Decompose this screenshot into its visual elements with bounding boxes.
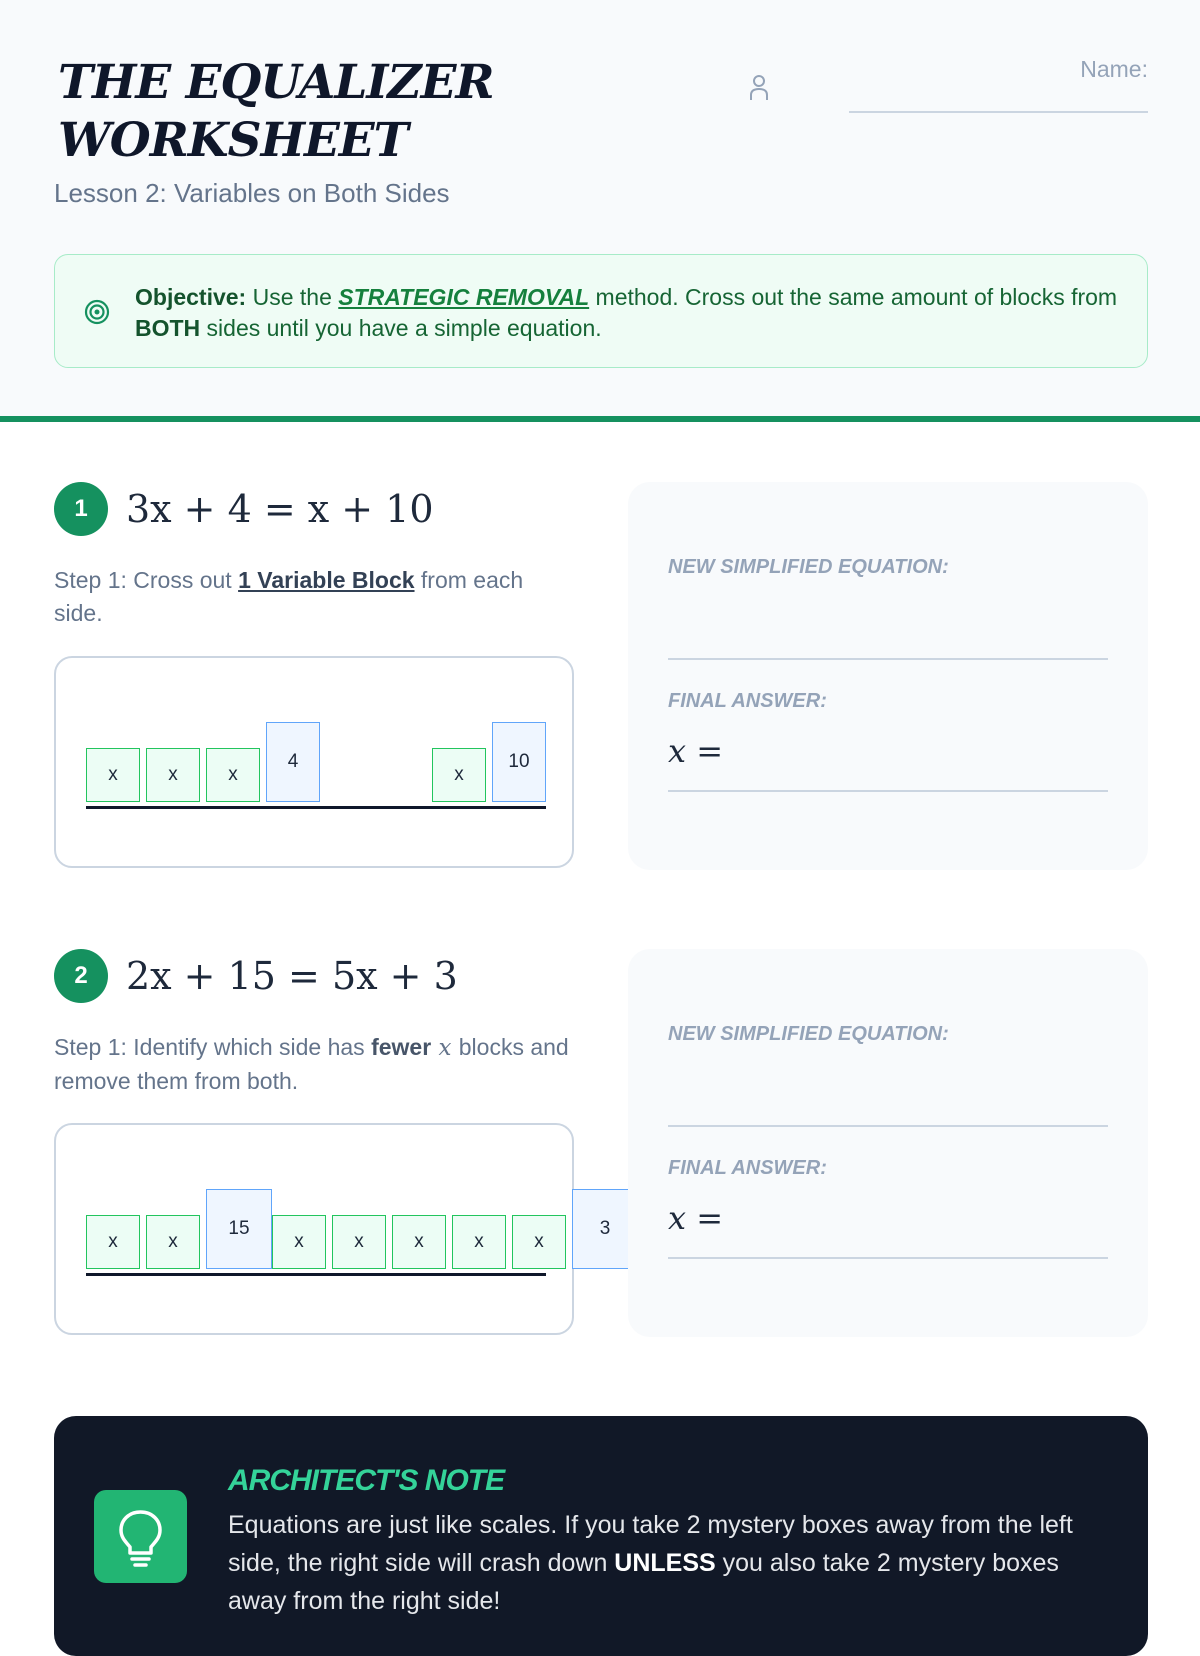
title-line-1: THE EQUALIZER	[58, 55, 494, 110]
step-text-part: Step 1: Identify which side has	[54, 1034, 372, 1060]
variable-block[interactable]: x	[206, 748, 260, 802]
new-equation-label: NEW SIMPLIFIED EQUATION:	[668, 1023, 949, 1045]
lesson-subtitle: Lesson 2: Variables on Both Sides	[54, 178, 450, 208]
variable-block[interactable]: x	[146, 748, 200, 802]
lightbulb-icon	[94, 1490, 187, 1583]
variable-block[interactable]: x	[512, 1215, 566, 1269]
title-line-2: WORKSHEET	[58, 113, 408, 168]
variable-block[interactable]: x	[272, 1215, 326, 1269]
worksheet-header	[0, 0, 1200, 422]
step-text-part: blocks and remove them from both.	[54, 1034, 569, 1094]
step-instruction	[54, 564, 574, 630]
problem-equation: 3x + 4 = x + 10	[126, 487, 434, 531]
answer-prefix: x =	[668, 1199, 724, 1237]
new-equation-label: NEW SIMPLIFIED EQUATION:	[668, 556, 949, 578]
both-emphasis: BOTH	[135, 315, 201, 341]
note-text-part: Equations are just like scales. If you take 2 mystery boxes away from the left side, the right side will crash down	[228, 1511, 1073, 1577]
balance-scale	[54, 1123, 611, 1335]
page-title	[58, 54, 538, 170]
step-text-part: from each side.	[54, 567, 524, 626]
variable-block[interactable]: x	[332, 1215, 386, 1269]
problem-number-badge: 2	[54, 949, 108, 1003]
new-equation-field[interactable]	[668, 658, 1108, 660]
variable-block[interactable]: x	[86, 1215, 140, 1269]
step-text-part: Step 1: Cross out	[54, 567, 239, 593]
step-emphasis: fewer	[371, 1034, 432, 1060]
new-equation-field[interactable]	[668, 1125, 1108, 1127]
architects-note-card	[54, 1416, 1148, 1656]
scale-base-line	[86, 1273, 546, 1276]
unless-emphasis: UNLESS	[614, 1549, 716, 1577]
constant-block[interactable]: 4	[266, 722, 320, 802]
answer-card	[628, 949, 1148, 1337]
objective-banner	[54, 254, 1148, 368]
step-variable: x	[431, 1035, 459, 1061]
objective-label: Objective:	[135, 284, 247, 310]
constant-block[interactable]: 3	[572, 1189, 638, 1269]
objective-text-part: method. Cross out the same amount of blocks from	[589, 284, 1118, 310]
step-instruction	[54, 1031, 574, 1098]
problem-2	[0, 949, 1200, 1349]
user-icon	[748, 74, 770, 102]
problem-1	[0, 482, 1200, 882]
note-title: ARCHITECT'S NOTE	[228, 1464, 505, 1497]
step-emphasis: 1 Variable Block	[238, 567, 415, 593]
method-name: STRATEGIC REMOVAL	[338, 284, 590, 310]
answer-prefix: x =	[668, 732, 724, 770]
objective-text	[135, 282, 1125, 344]
balance-scale	[54, 656, 574, 868]
variable-block[interactable]: x	[452, 1215, 506, 1269]
note-text-part: you also take 2 mystery boxes away from the right side!	[228, 1549, 1059, 1615]
variable-block[interactable]: x	[432, 748, 486, 802]
variable-block[interactable]: x	[392, 1215, 446, 1269]
final-answer-field[interactable]	[668, 790, 1108, 792]
final-answer-label: FINAL ANSWER:	[668, 1157, 827, 1179]
constant-block[interactable]: 10	[492, 722, 546, 802]
problem-equation: 2x + 15 = 5x + 3	[126, 954, 458, 998]
variable-block[interactable]: x	[86, 748, 140, 802]
note-text	[228, 1506, 1108, 1620]
target-icon	[83, 298, 111, 326]
problem-number-badge: 1	[54, 482, 108, 536]
variable-block[interactable]: x	[146, 1215, 200, 1269]
name-label: Name:	[1080, 56, 1148, 82]
final-answer-field[interactable]	[668, 1257, 1108, 1259]
name-field[interactable]	[849, 111, 1148, 113]
answer-card	[628, 482, 1148, 870]
objective-text-part: sides until you have a simple equation.	[200, 315, 602, 341]
scale-base-line	[86, 806, 546, 809]
final-answer-label: FINAL ANSWER:	[668, 690, 827, 712]
objective-text-part: Use the	[246, 284, 339, 310]
constant-block[interactable]: 15	[206, 1189, 272, 1269]
